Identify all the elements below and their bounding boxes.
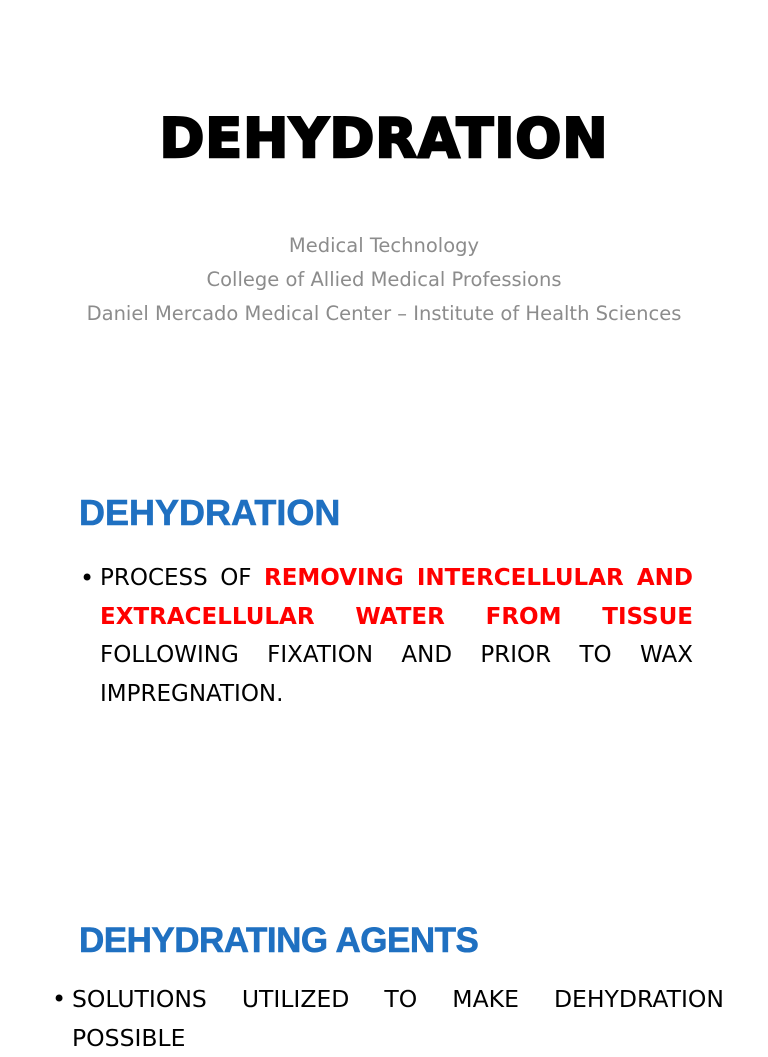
subtitle-line-program: Medical Technology [288, 234, 480, 257]
agents-slide [0, 865, 768, 1052]
list-item [80, 559, 693, 713]
subtitle-line-institution: Daniel Mercado Medical Center – Institute of Health Sciences [86, 302, 682, 325]
bullet-text-end: FOLLOWING FIXATION AND PRIOR TO WAX IMPREGNATION. [100, 642, 693, 707]
slide-heading: DEHYDRATING AGENTS [79, 921, 479, 960]
bullet-list [52, 980, 724, 1057]
bullet-text-start: PROCESS OF [100, 565, 264, 591]
main-title: DEHYDRATION [159, 107, 609, 170]
bullet-list [80, 559, 693, 713]
definition-slide [0, 425, 768, 865]
bullet-text [100, 559, 693, 713]
bullet-marker: • [52, 985, 67, 1013]
subtitle [0, 229, 768, 331]
bullet-text: SOLUTIONS UTILIZED TO MAKE DEHYDRATION POSSIBLE [72, 985, 724, 1052]
highlighted-definition: REMOVING INTERCELLULAR AND EXTRACELLULAR WATER FROM TISSUE [100, 565, 693, 630]
slide-heading: DEHYDRATION [79, 492, 341, 533]
bullet-marker: • [80, 564, 95, 592]
subtitle-line-college: College of Allied Medical Professions [206, 268, 562, 291]
list-item [52, 980, 724, 1057]
title-slide [0, 0, 768, 425]
